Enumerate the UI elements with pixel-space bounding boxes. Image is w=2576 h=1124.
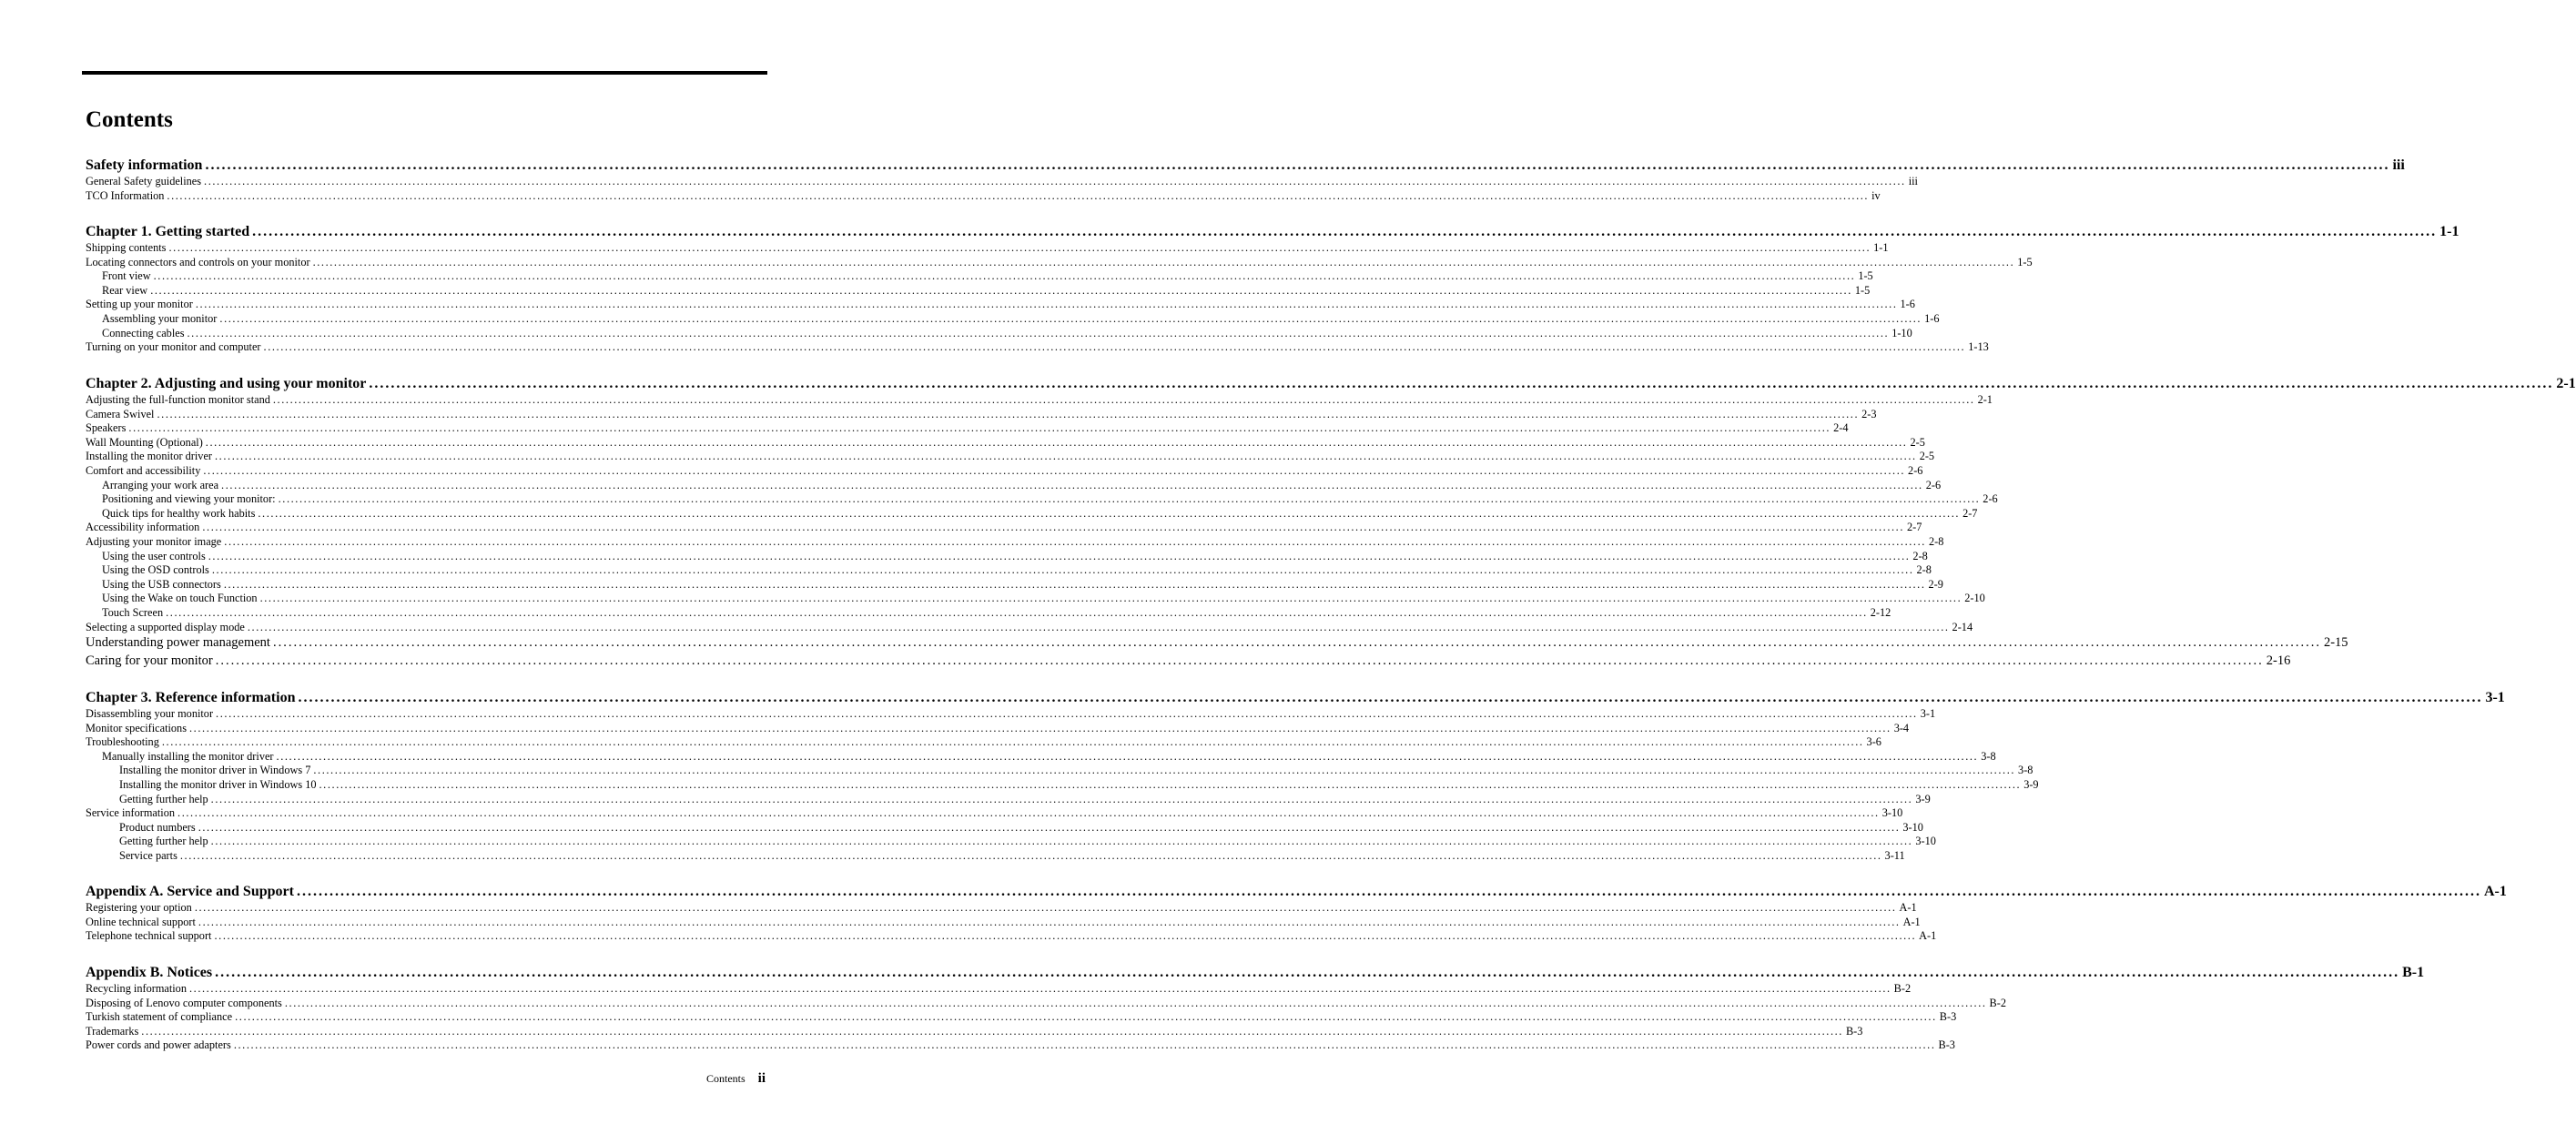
toc-entry-label: Front view — [102, 269, 151, 283]
dot-leader: ................................................................................................................................................................................................................................................................................................................................................................................................................ — [210, 792, 1913, 805]
dot-leader: ................................................................................................................................................................................................................................................................................................................................................................................................................ — [188, 982, 1891, 995]
toc-entry-label: Assembling your monitor — [102, 311, 218, 325]
toc-section — [86, 883, 2507, 944]
toc-section-heading-page-number: 3-1 — [2485, 690, 2505, 705]
dot-leader: ................................................................................................................................................................................................................................................................................................................................................................................................................ — [150, 283, 1852, 297]
toc-entry-label: Using the USB connectors — [102, 577, 221, 591]
dot-leader: ................................................................................................................................................................................................................................................................................................................................................................................................................ — [215, 450, 1917, 463]
dot-leader: ................................................................................................................................................................................................................................................................................................................................................................................................................ — [153, 269, 1856, 283]
toc-entry-page-number: 2-14 — [1952, 620, 1973, 633]
toc-entry-page-number: 2-9 — [1928, 577, 1943, 591]
toc-entry-page-number: 3-10 — [1915, 835, 1936, 848]
toc-entry[interactable] — [86, 605, 1891, 621]
toc-section-heading-page-number: 1-1 — [2439, 224, 2459, 239]
toc-entry[interactable] — [86, 283, 1871, 299]
toc-entry-label: Monitor specifications — [86, 721, 187, 734]
page-footer — [706, 1071, 766, 1087]
dot-leader: ................................................................................................................................................................................................................................................................................................................................................................................................................ — [215, 965, 2400, 980]
dot-leader: ................................................................................................................................................................................................................................................................................................................................................................................................................ — [272, 393, 1975, 406]
dot-leader: ................................................................................................................................................................................................................................................................................................................................................................................................................ — [210, 835, 1913, 848]
toc-entry-label: Turning on your monitor and computer — [86, 340, 261, 354]
toc-entry[interactable] — [86, 269, 1873, 284]
toc-section-heading-label: Chapter 1. Getting started — [86, 224, 250, 239]
dot-leader: ................................................................................................................................................................................................................................................................................................................................................................................................................ — [312, 255, 2015, 268]
toc-entry-page-number: 3-6 — [1866, 735, 1881, 749]
toc-entry-page-number: 1-1 — [1873, 241, 1889, 254]
footer-page-number: ii — [757, 1071, 766, 1086]
toc-section — [86, 964, 2425, 1053]
toc-entry[interactable] — [86, 735, 1881, 750]
toc-entry-label: Trademarks — [86, 1024, 139, 1038]
toc-entry-page-number: 2-4 — [1833, 421, 1849, 435]
toc-entry-page-number: B-3 — [1939, 1010, 1957, 1024]
toc-entry[interactable] — [86, 620, 1973, 635]
toc-entry-label: Using the user controls — [102, 549, 206, 562]
toc-entry-page-number: iii — [1908, 175, 1918, 187]
toc-entry-label: Rear view — [102, 283, 148, 297]
toc-entry[interactable] — [86, 634, 2348, 653]
toc-entry-page-number: 2-6 — [1908, 463, 1923, 477]
dot-leader: ................................................................................................................................................................................................................................................................................................................................................................................................................ — [168, 241, 1871, 254]
toc-section-heading[interactable] — [86, 964, 2425, 982]
toc-entry[interactable] — [86, 996, 2006, 1011]
toc-entry[interactable] — [86, 492, 1998, 507]
toc-entry-label: Installing the monitor driver — [86, 450, 212, 463]
dot-leader: ................................................................................................................................................................................................................................................................................................................................................................................................................ — [177, 806, 1880, 820]
dot-leader: ................................................................................................................................................................................................................................................................................................................................................................................................................ — [296, 884, 2481, 899]
toc-entry-label: Turkish statement of compliance — [86, 1010, 233, 1024]
dot-leader: ................................................................................................................................................................................................................................................................................................................................................................................................................ — [187, 326, 1890, 339]
toc-section-heading-page-number: iii — [2392, 157, 2405, 173]
dot-leader: ................................................................................................................................................................................................................................................................................................................................................................................................................ — [203, 463, 1906, 477]
dot-leader: ................................................................................................................................................................................................................................................................................................................................................................................................................ — [369, 376, 2554, 391]
dot-leader: ................................................................................................................................................................................................................................................................................................................................................................................................................ — [319, 777, 2022, 791]
toc-entry-page-number: iv — [1871, 188, 1881, 202]
toc-entry-label: Arranging your work area — [102, 478, 219, 491]
toc-section-heading-label: Appendix A. Service and Support — [86, 884, 294, 899]
dot-leader: ................................................................................................................................................................................................................................................................................................................................................................................................................ — [211, 563, 1914, 577]
toc-section — [86, 375, 2576, 670]
toc-entry-page-number: 2-8 — [1916, 563, 1932, 577]
toc-entry-label: Getting further help — [119, 835, 208, 848]
dot-leader: ................................................................................................................................................................................................................................................................................................................................................................................................................ — [221, 478, 1923, 491]
toc-entry-label: Installing the monitor driver in Windows 7 — [119, 764, 311, 777]
toc-entry[interactable] — [86, 848, 1905, 864]
dot-leader: ................................................................................................................................................................................................................................................................................................................................................................................................................ — [272, 635, 2321, 651]
toc-entry[interactable] — [86, 450, 1935, 464]
toc-entry-label: Comfort and accessibility — [86, 463, 201, 477]
toc-entry-page-number: 3-9 — [2023, 777, 2039, 791]
dot-leader: ................................................................................................................................................................................................................................................................................................................................................................................................................ — [195, 298, 1898, 311]
toc-section-heading-label: Chapter 3. Reference information — [86, 690, 296, 705]
toc-entry-label: Using the OSD controls — [102, 563, 209, 577]
toc-section — [86, 157, 2405, 203]
toc-entry[interactable] — [86, 478, 1942, 493]
toc-entry-page-number: 3-8 — [1981, 749, 1996, 763]
toc-entry-page-number: 2-15 — [2323, 635, 2348, 651]
toc-section-heading[interactable] — [86, 375, 2576, 393]
dot-leader: ................................................................................................................................................................................................................................................................................................................................................................................................................ — [161, 735, 1864, 749]
toc-entry-page-number: 2-6 — [1983, 492, 1998, 506]
toc-entry-label: Understanding power management — [86, 635, 270, 651]
toc-entry-label: Product numbers — [119, 820, 196, 834]
toc-entry[interactable] — [86, 311, 1940, 327]
toc-entry[interactable] — [86, 901, 1917, 916]
dot-leader: ................................................................................................................................................................................................................................................................................................................................................................................................................ — [179, 848, 1882, 862]
dot-leader: ................................................................................................................................................................................................................................................................................................................................................................................................................ — [223, 577, 1926, 591]
toc-entry-label: Installing the monitor driver in Windows 10 — [119, 777, 317, 791]
dot-leader: ................................................................................................................................................................................................................................................................................................................................................................................................................ — [298, 690, 2483, 705]
toc-entry-label: Telephone technical support — [86, 929, 212, 943]
toc-entry[interactable] — [86, 563, 1932, 578]
toc-entry-page-number: 3-11 — [1884, 848, 1905, 862]
toc-entry-label: General Safety guidelines — [86, 175, 202, 187]
toc-entry-label: Service parts — [119, 848, 177, 862]
dot-leader: ................................................................................................................................................................................................................................................................................................................................................................................................................ — [235, 1010, 1937, 1024]
toc-entry-page-number: 1-5 — [2017, 255, 2033, 268]
dot-leader: ................................................................................................................................................................................................................................................................................................................................................................................................................ — [313, 764, 2016, 777]
dot-leader: ................................................................................................................................................................................................................................................................................................................................................................................................................ — [278, 492, 1981, 506]
toc-entry-label: Accessibility information — [86, 521, 200, 534]
toc-entry[interactable] — [86, 298, 1915, 312]
toc-entry[interactable] — [86, 806, 1903, 821]
dot-leader: ................................................................................................................................................................................................................................................................................................................................................................................................................ — [189, 721, 1891, 734]
toc-entry[interactable] — [86, 929, 1937, 944]
toc-entry-label: Disposing of Lenovo computer components — [86, 996, 282, 1009]
toc-entry[interactable] — [86, 1010, 1957, 1025]
toc-entry[interactable] — [86, 1024, 1863, 1039]
dot-leader: ................................................................................................................................................................................................................................................................................................................................................................................................................ — [205, 435, 1908, 449]
toc-entry-page-number: 2-16 — [2266, 653, 2291, 668]
dot-leader: ................................................................................................................................................................................................................................................................................................................................................................................................................ — [128, 421, 1831, 435]
toc-entry-page-number: 2-5 — [1910, 435, 1925, 449]
toc-entry-page-number: A-1 — [1899, 901, 1917, 914]
toc-entry-label: Quick tips for healthy work habits — [102, 506, 256, 520]
toc-entry[interactable] — [86, 255, 2033, 270]
toc-section-heading-label: Appendix B. Notices — [86, 965, 213, 980]
dot-leader: ................................................................................................................................................................................................................................................................................................................................................................................................................ — [167, 188, 1870, 202]
toc-entry-label: Positioning and viewing your monitor: — [102, 492, 276, 506]
dot-leader: ................................................................................................................................................................................................................................................................................................................................................................................................................ — [198, 915, 1901, 928]
toc-entry-label: Speakers — [86, 421, 127, 435]
toc-section-heading[interactable] — [86, 223, 2459, 241]
toc-entry-label: Selecting a supported display mode — [86, 620, 245, 633]
dot-leader: ................................................................................................................................................................................................................................................................................................................................................................................................................ — [224, 534, 1926, 548]
toc-entry-label: Getting further help — [119, 792, 208, 805]
toc-entry[interactable] — [86, 777, 2039, 793]
footer-label: Contents — [705, 1072, 745, 1085]
dot-leader: ................................................................................................................................................................................................................................................................................................................................................................................................................ — [219, 311, 1922, 325]
toc-entry-page-number: 1-10 — [1891, 326, 1912, 339]
toc-entry[interactable] — [86, 463, 1923, 479]
toc-entry[interactable] — [86, 820, 1923, 835]
dot-leader: ................................................................................................................................................................................................................................................................................................................................................................................................................ — [198, 820, 1901, 834]
dot-leader: ................................................................................................................................................................................................................................................................................................................................................................................................................ — [202, 521, 1905, 534]
toc-entry-label: Registering your option — [86, 901, 192, 914]
toc-entry-label: Manually installing the monitor driver — [102, 749, 274, 763]
toc-entry-page-number: 1-6 — [1900, 298, 1915, 311]
toc-section-heading-label: Chapter 2. Adjusting and using your monitor — [86, 376, 367, 391]
toc-entry-label: Shipping contents — [86, 241, 167, 254]
toc-entry[interactable] — [86, 435, 1925, 451]
toc-entry-page-number: 2-7 — [1962, 506, 1978, 520]
toc-entry-label: Disassembling your monitor — [86, 707, 214, 720]
toc-entry[interactable] — [86, 653, 2291, 671]
toc-entry-page-number: 2-7 — [1907, 521, 1922, 534]
toc-entry-label: Wall Mounting (Optional) — [86, 435, 203, 449]
toc-entry-label: Using the Wake on touch Function — [102, 592, 258, 605]
toc-section-heading[interactable] — [86, 157, 2405, 175]
toc-entry[interactable] — [86, 188, 1881, 204]
dot-leader: ................................................................................................................................................................................................................................................................................................................................................................................................................ — [233, 1038, 1936, 1052]
toc-entry-page-number: 1-5 — [1858, 269, 1873, 283]
toc-entry[interactable] — [86, 835, 1936, 849]
toc-entry-page-number: 1-13 — [1968, 340, 1989, 354]
toc-entry[interactable] — [86, 175, 1918, 189]
toc-entry-label: Touch Screen — [102, 605, 164, 619]
toc-entry-page-number: 3-9 — [1915, 792, 1931, 805]
toc-entry-label: Connecting cables — [102, 326, 185, 339]
toc-entry-page-number: 1-6 — [1924, 311, 1940, 325]
toc-entry[interactable] — [86, 592, 1985, 606]
toc-entry[interactable] — [86, 421, 1849, 436]
toc-entry-label: Setting up your monitor — [86, 298, 193, 311]
toc-entry[interactable] — [86, 393, 1993, 408]
toc-entry[interactable] — [86, 577, 1943, 592]
dot-leader: ................................................................................................................................................................................................................................................................................................................................................................................................................ — [205, 157, 2390, 173]
toc-entry[interactable] — [86, 549, 1928, 564]
toc-entry[interactable] — [86, 506, 1978, 521]
toc-entry-page-number: 2-12 — [1870, 605, 1891, 619]
toc-entry[interactable] — [86, 721, 1910, 736]
toc-entry[interactable] — [86, 764, 2033, 778]
toc-entry-label: Power cords and power adapters — [86, 1038, 231, 1052]
toc-section-heading-page-number: 2-1 — [2556, 376, 2576, 391]
dot-leader: ................................................................................................................................................................................................................................................................................................................................................................................................................ — [252, 224, 2438, 239]
toc-entry-page-number: 3-1 — [1920, 707, 1936, 720]
toc-entry-page-number: 3-8 — [2018, 764, 2033, 777]
toc-entry-page-number: 2-10 — [1964, 592, 1985, 605]
toc-section-heading-page-number: B-1 — [2402, 965, 2425, 980]
dot-leader: ................................................................................................................................................................................................................................................................................................................................................................................................................ — [284, 996, 1987, 1009]
dot-leader: ................................................................................................................................................................................................................................................................................................................................................................................................................ — [141, 1024, 1843, 1038]
dot-leader: ................................................................................................................................................................................................................................................................................................................................................................................................................ — [259, 592, 1962, 605]
toc-entry[interactable] — [86, 915, 1921, 930]
dot-leader: ................................................................................................................................................................................................................................................................................................................................................................................................................ — [204, 175, 1906, 187]
toc-entry[interactable] — [86, 982, 1912, 997]
top-rule — [82, 71, 767, 75]
toc-entry-page-number: 3-10 — [1902, 820, 1923, 834]
toc-section-heading-label: Safety information — [86, 157, 203, 173]
toc-entry-label: TCO Information — [86, 188, 165, 202]
dot-leader: ................................................................................................................................................................................................................................................................................................................................................................................................................ — [263, 340, 1966, 354]
toc-section — [86, 689, 2505, 864]
toc-entry-page-number: B-2 — [1989, 996, 2006, 1009]
toc-entry-label: Locating connectors and controls on your monitor — [86, 255, 310, 268]
toc-entry[interactable] — [86, 241, 1889, 256]
dot-leader: ................................................................................................................................................................................................................................................................................................................................................................................................................ — [194, 901, 1897, 914]
toc-entry[interactable] — [86, 749, 1996, 765]
toc-section-heading[interactable] — [86, 689, 2505, 707]
toc-entry-page-number: 1-5 — [1854, 283, 1871, 297]
dot-leader: ................................................................................................................................................................................................................................................................................................................................................................................................................ — [276, 749, 1979, 763]
toc-entry-page-number: B-2 — [1893, 982, 1912, 995]
dot-leader: ................................................................................................................................................................................................................................................................................................................................................................................................................ — [258, 506, 1961, 520]
toc-entry[interactable] — [86, 326, 1912, 341]
toc-entry-page-number: 3-10 — [1881, 806, 1903, 820]
toc-entry-page-number: 2-3 — [1861, 407, 1877, 420]
toc-entry-label: Troubleshooting — [86, 735, 159, 749]
toc-entry[interactable] — [86, 521, 1922, 535]
toc-entry-page-number: 3-4 — [1893, 721, 1910, 734]
page-title: Contents — [86, 107, 173, 132]
toc-entry[interactable] — [86, 707, 1936, 722]
toc-entry-label: Adjusting your monitor image — [86, 534, 222, 548]
toc-section — [86, 223, 2459, 355]
toc-entry-label: Online technical support — [86, 915, 196, 928]
dot-leader: ................................................................................................................................................................................................................................................................................................................................................................................................................ — [208, 549, 1911, 562]
toc-entry-page-number: 2-8 — [1928, 534, 1944, 548]
toc-entry[interactable] — [86, 340, 1989, 355]
dot-leader: ................................................................................................................................................................................................................................................................................................................................................................................................................ — [214, 929, 1917, 943]
toc-entry-label: Caring for your monitor — [86, 653, 213, 668]
toc-entry-label: Camera Swivel — [86, 407, 155, 420]
toc-entry-page-number: B-3 — [1845, 1024, 1863, 1038]
toc-entry-page-number: B-3 — [1938, 1038, 1955, 1052]
toc-section-heading[interactable] — [86, 883, 2507, 901]
toc-entry[interactable] — [86, 534, 1944, 550]
toc-entry-page-number: 2-8 — [1912, 549, 1928, 562]
toc-entry-label: Service information — [86, 806, 176, 820]
toc-entry-page-number: 2-5 — [1919, 450, 1935, 463]
toc-entry-label: Recycling information — [86, 982, 187, 995]
dot-leader: ................................................................................................................................................................................................................................................................................................................................................................................................................ — [247, 620, 1950, 633]
toc-entry[interactable] — [86, 1038, 1955, 1053]
toc-section-heading-page-number: A-1 — [2483, 884, 2507, 899]
dot-leader: ................................................................................................................................................................................................................................................................................................................................................................................................................ — [215, 653, 2264, 668]
dot-leader: ................................................................................................................................................................................................................................................................................................................................................................................................................ — [166, 605, 1868, 619]
toc-entry-page-number: 2-1 — [1977, 393, 1993, 406]
toc-entry[interactable] — [86, 407, 1877, 422]
toc-entry-page-number: A-1 — [1902, 915, 1921, 928]
toc-entry-label: Adjusting the full-function monitor stand — [86, 393, 270, 406]
dot-leader: ................................................................................................................................................................................................................................................................................................................................................................................................................ — [216, 707, 1918, 720]
toc-entry-page-number: 2-6 — [1925, 478, 1942, 491]
dot-leader: ................................................................................................................................................................................................................................................................................................................................................................................................................ — [157, 407, 1860, 420]
toc-entry[interactable] — [86, 792, 1931, 807]
toc-entry-page-number: A-1 — [1919, 929, 1937, 943]
